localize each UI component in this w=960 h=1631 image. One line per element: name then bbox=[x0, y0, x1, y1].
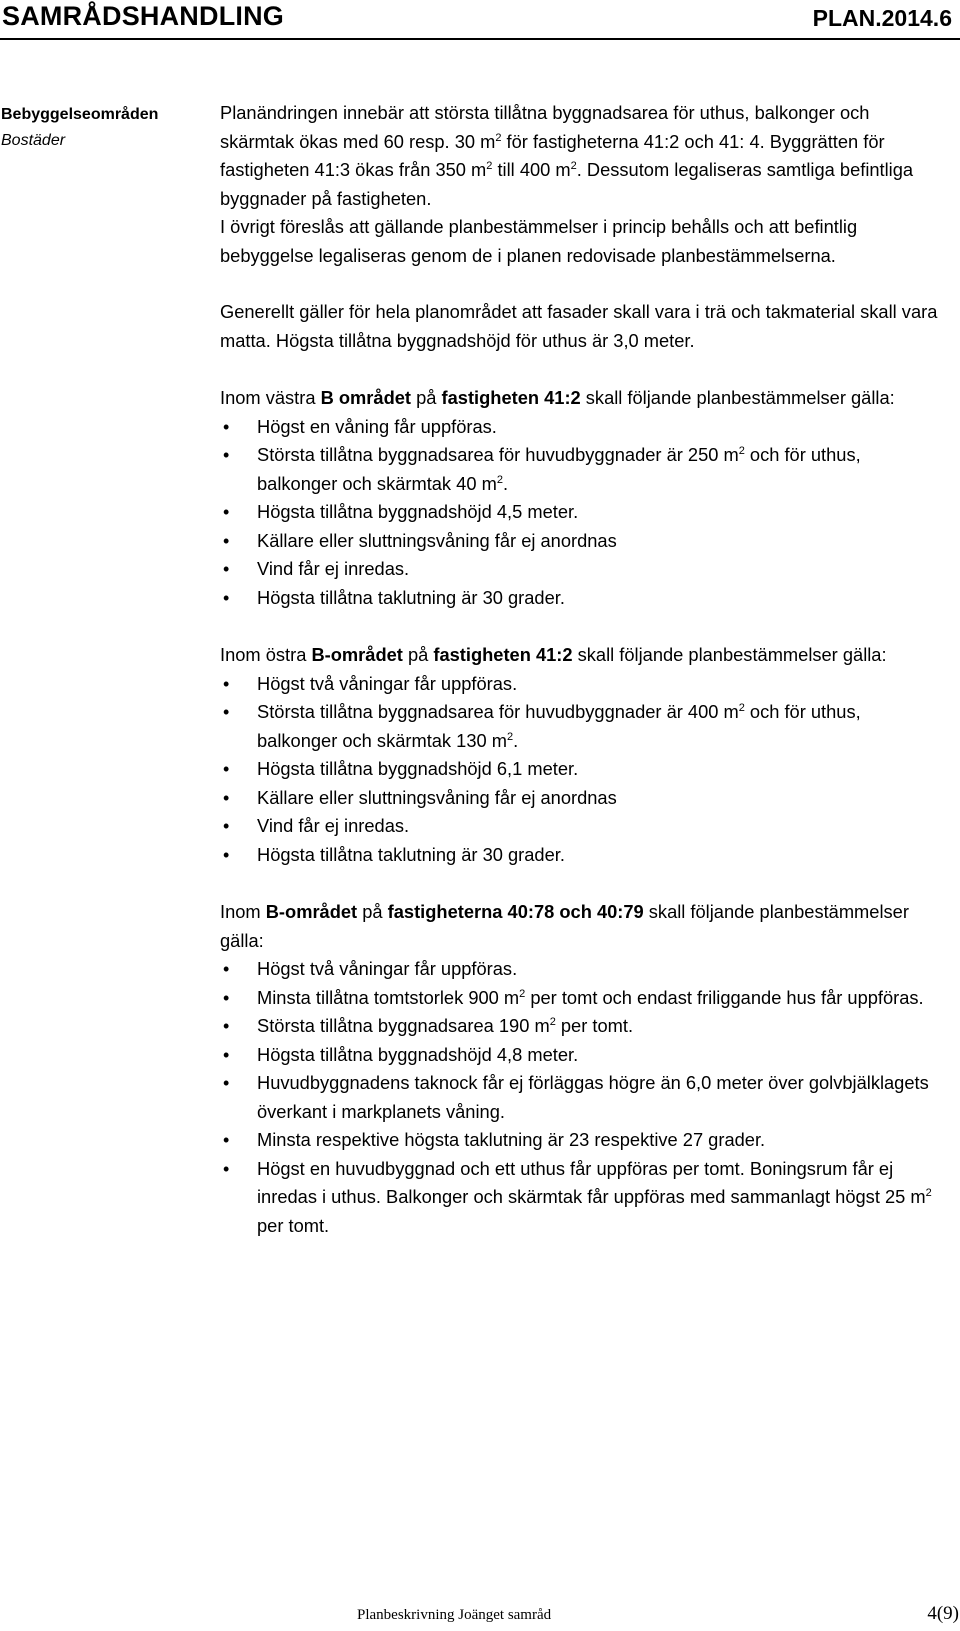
main-body bbox=[220, 99, 946, 1240]
plan-code: PLAN.2014.6 bbox=[812, 5, 952, 31]
page-number: 4(9) bbox=[927, 1603, 959, 1624]
west-area-intro: Inom västra B området på fastigheten 41:2 skall följande planbestämmelser gälla: bbox=[220, 387, 895, 408]
section-subcategory: Bostäder bbox=[1, 132, 66, 149]
east-area-intro: Inom östra B-området på fastigheten 41:2 skall följande planbestämmelser gälla: bbox=[220, 644, 887, 665]
list-item: • Vind får ej inredas. bbox=[220, 555, 946, 584]
list-item: • Högst två våningar får uppföras. bbox=[220, 955, 946, 984]
list-item: • Högsta tillåtna taklutning är 30 grader. bbox=[220, 584, 946, 613]
section-category: Bebyggelseområden bbox=[1, 106, 159, 123]
west-area-list bbox=[220, 413, 946, 613]
list-item: • Huvudbyggnadens taknock får ej förläggas högre än 6,0 meter över golvbjälklagets överkant i markplanets våning. bbox=[220, 1069, 946, 1126]
list-item: • Vind får ej inredas. bbox=[220, 812, 946, 841]
list-item: • Högsta tillåtna taklutning är 30 grader. bbox=[220, 841, 946, 870]
list-item: • Högst en huvudbyggnad och ett uthus får uppföras per tomt. Boningsrum får ej inredas i uthus. Balkonger och skärmtak får uppföras med sammanlagt högst 25 $m^2$ per tomt. bbox=[220, 1155, 946, 1241]
list-item: • Största tillåtna byggnadsarea 190 $m^2$ per tomt. bbox=[220, 1012, 946, 1041]
list-item: • Källare eller sluttningsvåning får ej anordnas bbox=[220, 784, 946, 813]
list-item: • Största tillåtna byggnadsarea för huvudbyggnader är 250 $m^2$ och för uthus, balkonger och skärmtak 40 $m^2$. bbox=[220, 441, 946, 498]
list-item: • Högst två våningar får uppföras. bbox=[220, 670, 946, 699]
b-area-40-intro: Inom B-området på fastigheterna 40:78 och 40:79 skall följande planbestämmelser gälla: bbox=[220, 901, 909, 951]
page-header bbox=[0, 0, 960, 40]
list-item: • Minsta respektive högsta taklutning är 23 respektive 27 grader. bbox=[220, 1126, 946, 1155]
east-area-list bbox=[220, 670, 946, 870]
intro-paragraph-2: I övrigt föreslås att gällande planbestämmelser i princip behålls och att befintlig bebyggelse legaliseras genom de i planen redovisade planbestämmelserna. bbox=[220, 216, 858, 266]
section-sidebar bbox=[1, 102, 158, 154]
document-title: SAMRÅDSHANDLING bbox=[2, 1, 284, 31]
list-item: • Högsta tillåtna byggnadshöjd 6,1 meter. bbox=[220, 755, 946, 784]
b-area-40-list bbox=[220, 955, 946, 1240]
intro-paragraph-3: Generellt gäller för hela planområdet att fasader skall vara i trä och takmaterial skall vara matta. Högsta tillåtna byggnadshöjd för uthus är 3,0 meter. bbox=[220, 301, 938, 351]
list-item: • Högsta tillåtna byggnadshöjd 4,5 meter. bbox=[220, 498, 946, 527]
list-item: • Källare eller sluttningsvåning får ej anordnas bbox=[220, 527, 946, 556]
list-item: • Högst en våning får uppföras. bbox=[220, 413, 946, 442]
footer-document-name: Planbeskrivning Joänget samråd bbox=[357, 1607, 552, 1623]
intro-paragraph-1: Planändringen innebär att största tillåtna byggnadsarea för uthus, balkonger och skärmtak ökas med 60 resp. 30 $m^2$ för fastigheterna 41:2 och 41: 4. Byggrätten för fastigheten 41:3 ökas från 350 $m^2$ till 400 $m^2$. Dessutom legaliseras samtliga befintliga byggnader på fastigheten. bbox=[220, 102, 914, 209]
list-item: • Största tillåtna byggnadsarea för huvudbyggnader är 400 $m^2$ och för uthus, balkonger och skärmtak 130 $m^2$. bbox=[220, 698, 946, 755]
list-item: • Högsta tillåtna byggnadshöjd 4,8 meter. bbox=[220, 1041, 946, 1070]
list-item: • Minsta tillåtna tomtstorlek 900 $m^2$ per tomt och endast friliggande hus får uppföras. bbox=[220, 984, 946, 1013]
